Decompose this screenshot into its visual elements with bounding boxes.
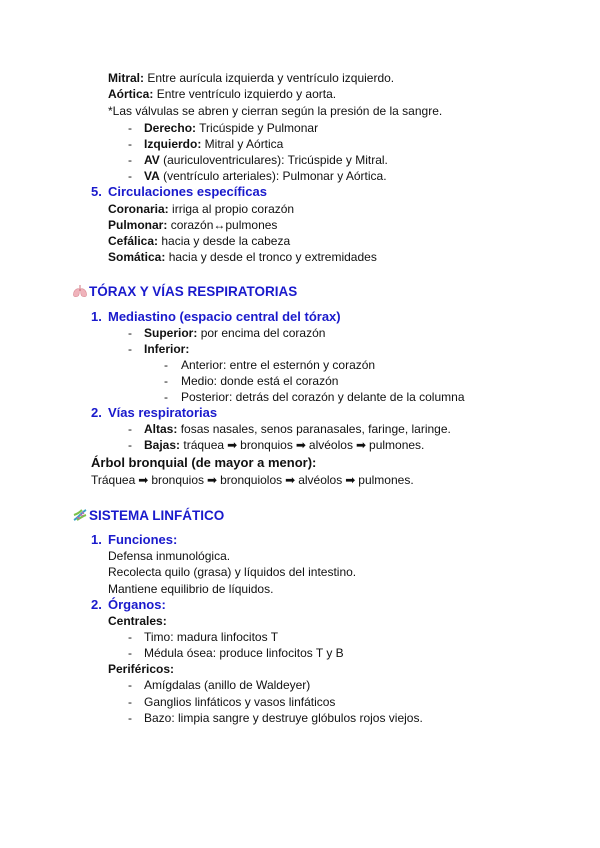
- dash: -: [128, 438, 132, 452]
- list-item: Medio: donde está el corazón: [181, 374, 339, 388]
- list-item: [108, 201, 294, 217]
- item-text: irriga al propio corazón: [172, 202, 295, 216]
- list-item: [144, 120, 318, 136]
- item-label: Izquierdo:: [144, 137, 202, 151]
- chain-part: alvéolos: [308, 438, 353, 452]
- list-item: [144, 421, 451, 437]
- section-number: 5.: [91, 184, 102, 199]
- item-text: (auriculoventriculares): Tricúspide y Mitral.: [163, 153, 388, 167]
- linfatico-heading: [72, 508, 224, 524]
- mediastino-title: Mediastino (espacio central del tórax): [108, 309, 341, 324]
- torax-title: TÓRAX Y VÍAS RESPIRATORIAS: [89, 284, 298, 299]
- dash: -: [128, 678, 132, 692]
- list-item: Defensa inmunológica.: [108, 549, 231, 563]
- dash: -: [128, 646, 132, 660]
- chain-part: tráquea: [183, 438, 225, 452]
- list-item: Amígdalas (anillo de Waldeyer): [144, 678, 311, 692]
- dash: -: [128, 326, 132, 340]
- linfatico-title: SISTEMA LINFÁTICO: [89, 508, 225, 523]
- list-item: Posterior: detrás del corazón y delante de la columna: [181, 390, 465, 404]
- valvulas-nota: *Las válvulas se abren y cierran según la presión de la sangre.: [108, 104, 443, 118]
- item-text: hacia y desde la cabeza: [161, 234, 291, 248]
- arrow-icon: ➡: [285, 473, 296, 487]
- item-text: por encima del corazón: [200, 326, 326, 340]
- torax-heading: [72, 284, 297, 300]
- item-label: Superior:: [144, 326, 198, 340]
- list-item: Anterior: entre el esternón y corazón: [181, 358, 376, 372]
- section-number: 2.: [91, 597, 102, 612]
- chain-part: bronquios: [151, 473, 205, 487]
- dash: -: [128, 121, 132, 135]
- item-text: corazón↔pulmones: [170, 218, 278, 232]
- aortica-text: Entre ventrículo izquierdo y aorta.: [156, 87, 337, 101]
- chain-part: alvéolos: [298, 473, 343, 487]
- chain-part: pulmones.: [358, 473, 414, 487]
- list-item: Médula ósea: produce linfocitos T y B: [144, 646, 344, 660]
- item-text: fosas nasales, senos paranasales, faringe, laringe.: [180, 422, 451, 436]
- perifericos-label: Periféricos:: [108, 662, 175, 676]
- list-item: Bazo: limpia sangre y destruye glóbulos rojos viejos.: [144, 711, 423, 725]
- dash: -: [128, 711, 132, 725]
- section-number: 1.: [91, 309, 102, 324]
- item-label: Cefálica:: [108, 234, 159, 248]
- dash: -: [128, 422, 132, 436]
- list-item: Recolecta quilo (grasa) y líquidos del intestino.: [108, 565, 357, 579]
- chain-part: pulmones.: [369, 438, 425, 452]
- section-number: 2.: [91, 405, 102, 420]
- list-item: [108, 249, 377, 265]
- item-label: Pulmonar:: [108, 218, 168, 232]
- chain-part: bronquios: [240, 438, 293, 452]
- dash: -: [164, 390, 168, 404]
- list-item: Mantiene equilibrio de líquidos.: [108, 582, 274, 596]
- list-item: [108, 217, 277, 233]
- arrow-icon: ➡: [345, 473, 356, 487]
- chain-part: bronquiolos: [220, 473, 283, 487]
- lungs-icon: [72, 284, 88, 298]
- arrow-icon: ➡: [355, 438, 367, 452]
- arrow-icon: ➡: [295, 438, 306, 452]
- arrow-icon: ➡: [207, 473, 218, 487]
- item-label: AV: [144, 153, 160, 167]
- dash: -: [128, 342, 132, 356]
- list-item: Ganglios linfáticos y vasos linfáticos: [144, 695, 336, 709]
- list-item: [144, 136, 283, 152]
- vias-title: Vías respiratorias: [108, 405, 218, 420]
- dash: -: [164, 374, 168, 388]
- item-label: Coronaria:: [108, 202, 169, 216]
- item-text: Tricúspide y Pulmonar: [199, 121, 319, 135]
- arbol-chain: [91, 472, 414, 488]
- dash: -: [128, 169, 132, 183]
- arbol-title: Árbol bronquial (de mayor a menor):: [91, 455, 317, 470]
- dna-icon: [72, 508, 88, 522]
- dash: -: [128, 137, 132, 151]
- item-label: VA: [144, 169, 160, 183]
- item-text: (ventrículo arteriales): Pulmonar y Aórtica.: [163, 169, 387, 183]
- mitral-line: [108, 70, 394, 86]
- aortica-line: [108, 86, 336, 102]
- organos-title: Órganos:: [108, 597, 166, 612]
- item-label: Bajas:: [144, 438, 181, 452]
- list-item: [144, 152, 388, 168]
- inferior-label: Inferior:: [144, 342, 190, 356]
- section-number: 1.: [91, 532, 102, 547]
- chain-part: Tráquea: [91, 473, 136, 487]
- aortica-label: Aórtica:: [108, 87, 154, 101]
- list-item: Timo: madura linfocitos T: [144, 630, 279, 644]
- dash: -: [128, 630, 132, 644]
- circulaciones-title: Circulaciones específicas: [108, 184, 267, 199]
- arrow-icon: ➡: [138, 473, 149, 487]
- item-label: Altas:: [144, 422, 178, 436]
- dash: -: [128, 153, 132, 167]
- list-item: [144, 168, 387, 184]
- list-item: [144, 437, 424, 453]
- list-item: [108, 233, 290, 249]
- dash: -: [128, 695, 132, 709]
- arrow-icon: ➡: [227, 438, 238, 452]
- item-text: Mitral y Aórtica: [204, 137, 284, 151]
- list-item: [144, 325, 325, 341]
- dash: -: [164, 358, 168, 372]
- mitral-text: Entre aurícula izquierda y ventrículo izquierdo.: [147, 71, 395, 85]
- funciones-title: Funciones:: [108, 532, 178, 547]
- item-label: Somática:: [108, 250, 166, 264]
- item-label: Derecho:: [144, 121, 197, 135]
- item-text: hacia y desde el tronco y extremidades: [168, 250, 377, 264]
- centrales-label: Centrales:: [108, 614, 167, 628]
- mitral-label: Mitral:: [108, 71, 144, 85]
